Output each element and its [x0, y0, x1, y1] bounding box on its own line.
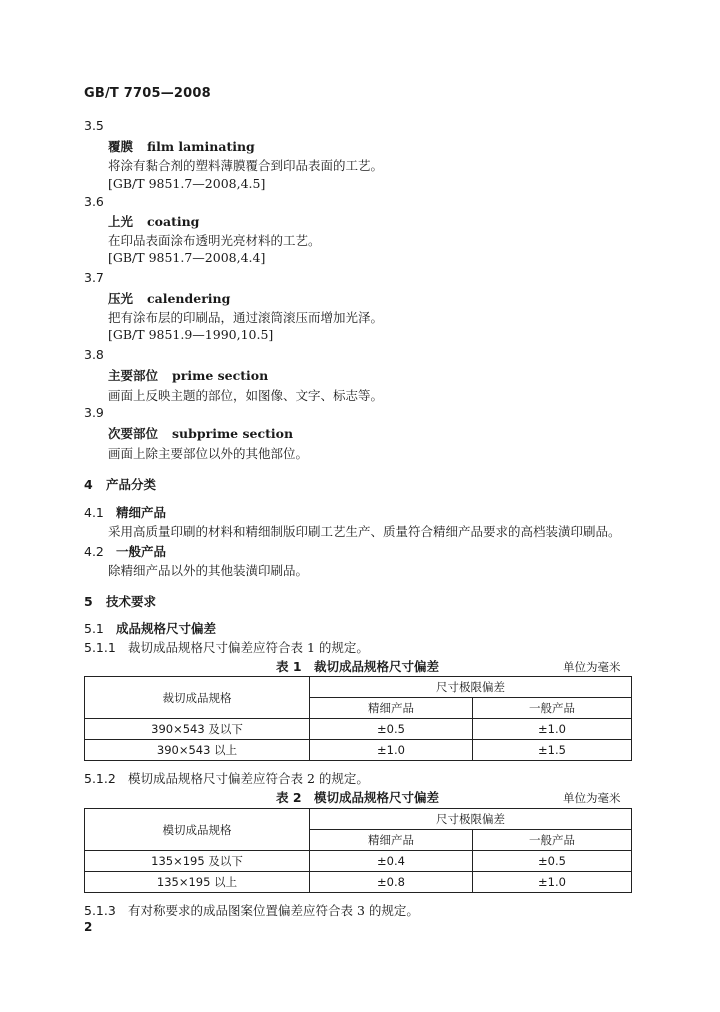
- section-heading: [84, 592, 156, 610]
- term-zh: 压光: [108, 291, 134, 306]
- subsection-heading: [84, 542, 166, 560]
- section-title: 技术要求: [106, 594, 157, 609]
- paragraph: 采用高质量印刷的材料和精细制版印刷工艺生产、质量符合精细产品要求的高档装潢印刷品。: [108, 524, 621, 539]
- term-definition: 画面上除主要部位以外的其他部位。: [108, 446, 309, 461]
- cell-general: ±1.0: [473, 719, 632, 740]
- subsection-number: 4.2: [84, 544, 104, 559]
- clause-number: 5.1.1: [84, 640, 116, 655]
- section-number: 4: [84, 477, 93, 492]
- term-number: 3.8: [84, 347, 104, 362]
- col-header-fine: 精细产品: [310, 830, 473, 851]
- col-header-general: 一般产品: [473, 698, 632, 719]
- subsection-heading: [84, 503, 166, 521]
- section-heading: [84, 475, 156, 493]
- cell-general: ±1.0: [473, 872, 632, 893]
- subsection-title: 精细产品: [116, 505, 167, 520]
- clause: [84, 769, 369, 787]
- table-row: [85, 719, 632, 740]
- subsection-number: 4.1: [84, 505, 104, 520]
- col-header-fine: 精细产品: [310, 698, 473, 719]
- term-en: subprime section: [172, 426, 294, 441]
- term-title: [108, 424, 293, 442]
- col-header-general: 一般产品: [473, 830, 632, 851]
- subsection-number: 5.1: [84, 621, 104, 636]
- term-en: calendering: [147, 291, 231, 306]
- document-header: GB/T 7705—2008: [84, 86, 211, 101]
- section-title: 产品分类: [106, 477, 157, 492]
- term-definition: 画面上反映主题的部位，如图像、文字、标志等。: [108, 388, 384, 403]
- cell-spec: 390×543 以上: [85, 740, 310, 761]
- clause-text: 模切成品规格尺寸偏差应符合表 2 的规定。: [128, 771, 369, 786]
- table-caption: 表 1 裁切成品规格尺寸偏差: [276, 659, 440, 674]
- term-en: coating: [147, 214, 200, 229]
- term-zh: 主要部位: [108, 368, 159, 383]
- paragraph: 除精细产品以外的其他装潢印刷品。: [108, 563, 309, 578]
- cell-spec: 390×543 及以下: [85, 719, 310, 740]
- term-zh: 次要部位: [108, 426, 159, 441]
- clause-text: 有对称要求的成品图案位置偏差应符合表 3 的规定。: [128, 903, 419, 918]
- col-header-spec: 裁切成品规格: [85, 677, 310, 719]
- term-reference: [GB/T 9851.9—1990,10.5]: [108, 327, 274, 342]
- term-definition: 将涂有黏合剂的塑料薄膜覆合到印品表面的工艺。: [108, 158, 384, 173]
- term-title: [108, 137, 255, 155]
- term-number: 3.7: [84, 270, 104, 285]
- cell-general: ±1.5: [473, 740, 632, 761]
- term-reference: [GB/T 9851.7—2008,4.4]: [108, 250, 266, 265]
- cell-general: ±0.5: [473, 851, 632, 872]
- term-definition: 在印品表面涂布透明光亮材料的工艺。: [108, 233, 321, 248]
- term-title: [108, 289, 230, 307]
- term-reference: [GB/T 9851.7—2008,4.5]: [108, 176, 266, 191]
- term-en: film laminating: [147, 139, 255, 154]
- section-number: 5: [84, 594, 93, 609]
- clause: [84, 638, 369, 656]
- cell-fine: ±0.4: [310, 851, 473, 872]
- table-row: [85, 740, 632, 761]
- clause: [84, 901, 419, 919]
- table-row: [85, 872, 632, 893]
- table-unit: 单位为毫米: [563, 791, 621, 805]
- cell-spec: 135×195 以上: [85, 872, 310, 893]
- term-title: [108, 212, 199, 230]
- table-caption: 表 2 模切成品规格尺寸偏差: [276, 790, 440, 805]
- term-number: 3.9: [84, 405, 104, 420]
- term-number: 3.5: [84, 118, 104, 133]
- term-zh: 覆膜: [108, 139, 134, 154]
- clause-number: 5.1.2: [84, 771, 116, 786]
- col-header-group: 尺寸极限偏差: [310, 677, 632, 698]
- term-zh: 上光: [108, 214, 134, 229]
- col-header-spec: 模切成品规格: [85, 809, 310, 851]
- cell-fine: ±1.0: [310, 740, 473, 761]
- table-unit: 单位为毫米: [563, 660, 621, 674]
- subsection-title: 一般产品: [116, 544, 167, 559]
- clause-text: 裁切成品规格尺寸偏差应符合表 1 的规定。: [128, 640, 369, 655]
- table-row: [85, 851, 632, 872]
- subsection-heading: [84, 619, 216, 637]
- table-2: [84, 808, 632, 893]
- subsection-title: 成品规格尺寸偏差: [116, 621, 217, 636]
- table-1: [84, 676, 632, 761]
- col-header-group: 尺寸极限偏差: [310, 809, 632, 830]
- term-title: [108, 366, 268, 384]
- cell-spec: 135×195 及以下: [85, 851, 310, 872]
- cell-fine: ±0.8: [310, 872, 473, 893]
- term-en: prime section: [172, 368, 269, 383]
- term-number: 3.6: [84, 194, 104, 209]
- term-definition: 把有涂布层的印刷品，通过滚筒滚压而增加光泽。: [108, 310, 384, 325]
- cell-fine: ±0.5: [310, 719, 473, 740]
- page-number: 2: [84, 920, 93, 934]
- clause-number: 5.1.3: [84, 903, 116, 918]
